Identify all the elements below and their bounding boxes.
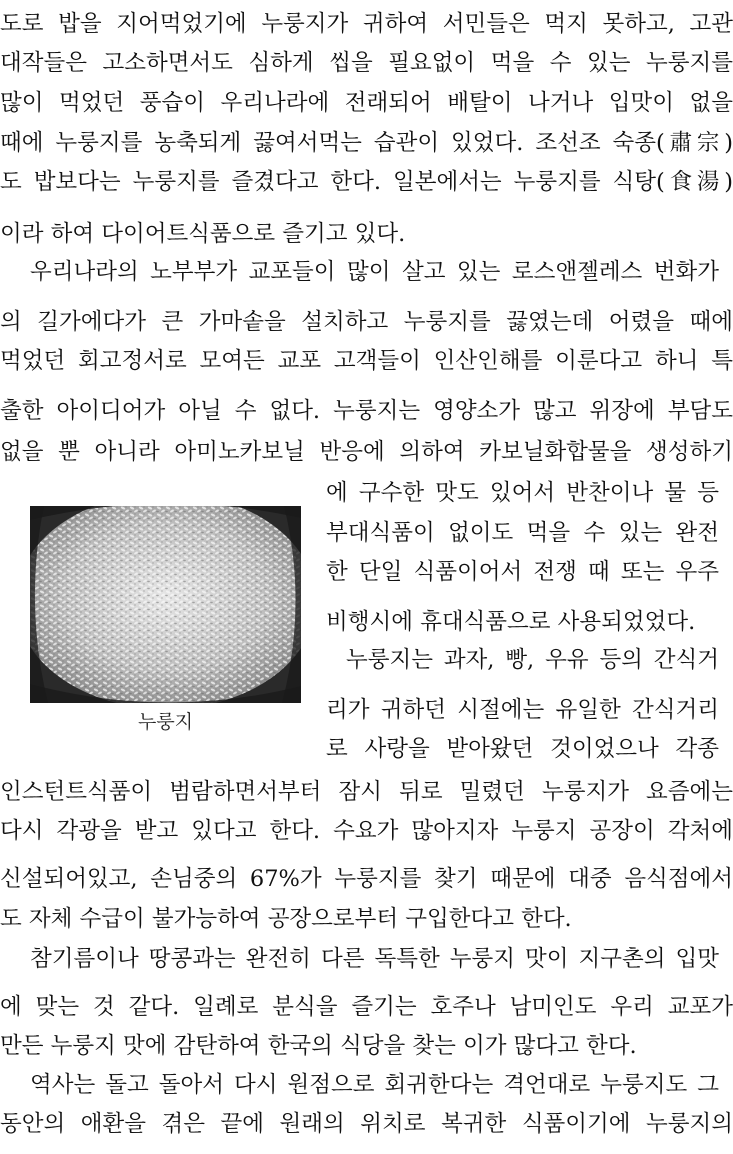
text-line: 동안의 애환을 겪은 끝에 원래의 위치로 복귀한 식품이기에 누룽지의: [0, 1111, 733, 1137]
text-line: 한 단일 식품이어서 전쟁 때 또는 우주: [326, 559, 719, 585]
text-line: 없을 뿐 아니라 아미노카보닐 반응에 의하여 카보닐화합물을 생성하기: [0, 439, 733, 465]
text-line: 신설되어있고, 손님중의 67%가 누룽지를 찾기 때문에 대중 음식점에서: [0, 866, 733, 892]
text-line: 도로 밥을 지어먹었기에 누룽지가 귀하여 서민들은 먹지 못하고, 고관: [0, 11, 733, 37]
paragraph-start-line: 누룽지는 과자, 빵, 우유 등의 간식거: [346, 647, 719, 673]
paragraph-start-line: 역사는 돌고 돌아서 다시 원점으로 회귀한다는 격언대로 누룽지도 그: [30, 1072, 719, 1098]
text-line: 인스턴트식품이 범람하면서부터 잠시 뒤로 밀렸던 누룽지가 요즘에는: [0, 779, 733, 805]
photo-caption: 누룽지: [137, 711, 194, 733]
text-line: 에 맞는 것 같다. 일례로 분식을 즐기는 호주나 남미인도 우리 교포가: [0, 994, 733, 1020]
text-line: 대작들은 고소하면서도 심하게 씹을 필요없이 먹을 수 있는 누룽지를: [0, 50, 733, 76]
rice-crust-photo: [30, 506, 301, 703]
text-line: 도 자체 수급이 불가능하여 공장으로부터 구입한다고 한다.: [0, 906, 572, 932]
text-line: 도 밥보다는 누룽지를 즐겼다고 한다. 일본에서는 누룽지를 식탕(食湯): [0, 169, 733, 195]
text-line: 부대식품이 없이도 먹을 수 있는 완전: [326, 520, 719, 546]
text-line: 출한 아이디어가 아닐 수 없다. 누룽지는 영양소가 많고 위장에 부담도: [0, 398, 733, 424]
text-line: 먹었던 회고정서로 모여든 교포 고객들이 인산인해를 이룬다고 하니 특: [0, 348, 733, 374]
text-line: 의 길가에다가 큰 가마솥을 설치하고 누룽지를 끓였는데 어렸을 때에: [0, 309, 733, 335]
text-line: 만든 누룽지 맛에 감탄하여 한국의 식당을 찾는 이가 많다고 한다.: [0, 1033, 637, 1059]
text-line: 다시 각광을 받고 있다고 한다. 수요가 많아지자 누룽지 공장이 각처에: [0, 818, 733, 844]
paragraph-start-line: 우리나라의 노부부가 교포들이 많이 살고 있는 로스앤젤레스 번화가: [30, 259, 719, 285]
text-line: 비행시에 휴대식품으로 사용되었었다.: [326, 609, 696, 635]
text-line: 로 사랑을 받아왔던 것이었으나 각종: [326, 736, 719, 762]
text-line: 리가 귀하던 시절에는 유일한 간식거리: [326, 697, 719, 723]
text-line: 많이 먹었던 풍습이 우리나라에 전래되어 배탈이 나거나 입맛이 없을: [0, 90, 733, 116]
text-line: 때에 누룽지를 농축되게 끓여서먹는 습관이 있었다. 조선조 숙종(肅宗): [0, 130, 733, 156]
text-line: 에 구수한 맛도 있어서 반찬이나 물 등: [326, 480, 719, 506]
text-line: 이라 하여 다이어트식품으로 즐기고 있다.: [0, 221, 406, 247]
paragraph-start-line: 참기름이나 땅콩과는 완전히 다른 독특한 누룽지 맛이 지구촌의 입맛: [30, 946, 719, 972]
